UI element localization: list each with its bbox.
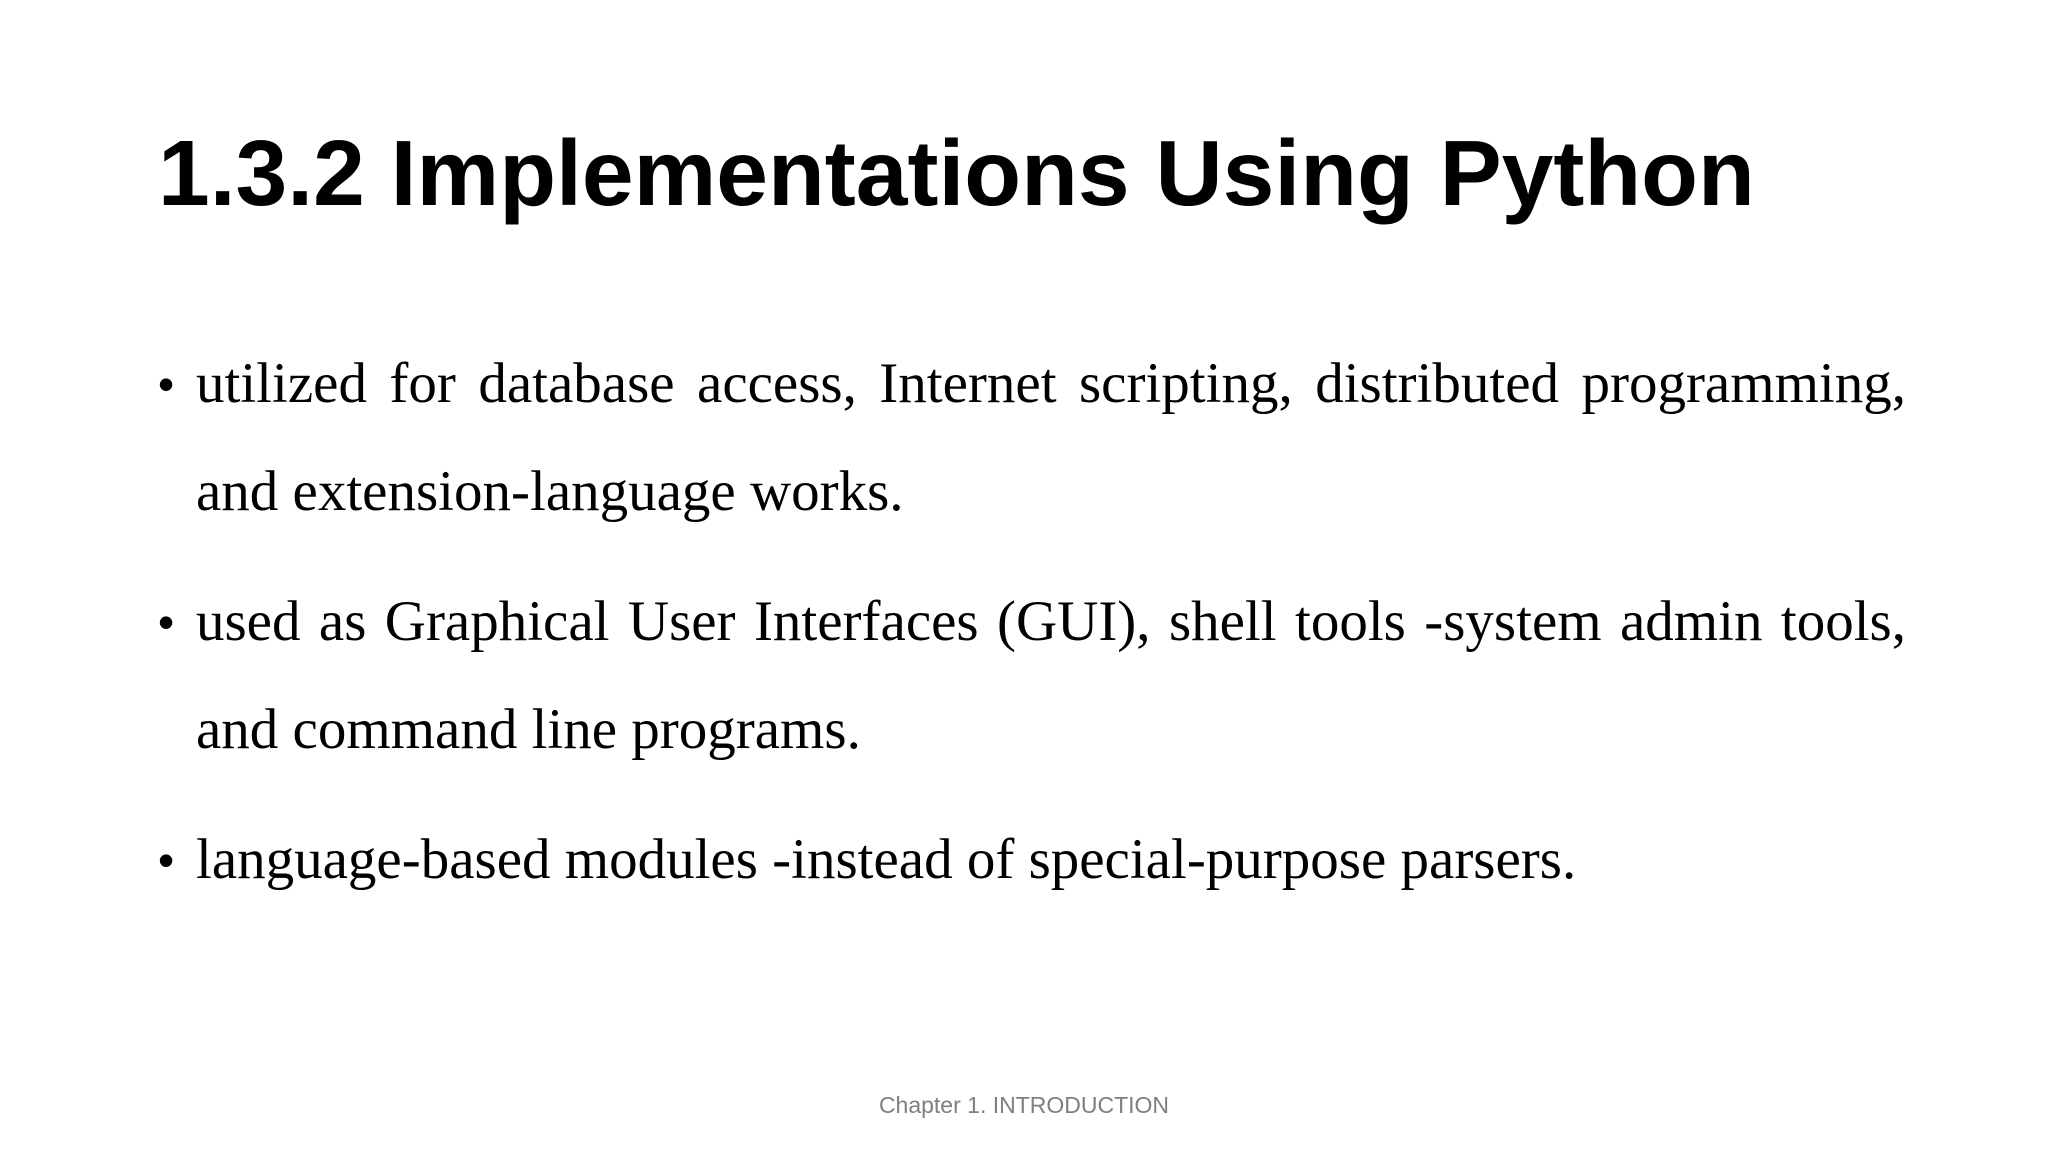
bullet-item bbox=[158, 806, 1906, 914]
bullet-point-icon: • bbox=[158, 596, 175, 648]
bullet-item bbox=[158, 330, 1906, 546]
bullet-item bbox=[158, 568, 1906, 784]
bullet-text: utilized for database access, Internet scripting, distributed programming, and extension-language works. bbox=[196, 352, 1906, 523]
slide-title: 1.3.2 Implementations Using Python bbox=[158, 121, 1755, 225]
bullet-text: used as Graphical User Interfaces (GUI), shell tools -system admin tools, and command line programs. bbox=[196, 590, 1906, 761]
bullet-list bbox=[158, 330, 1906, 936]
bullet-point-icon: • bbox=[158, 834, 175, 886]
slide-footer: Chapter 1. INTRODUCTION bbox=[878, 1092, 1170, 1118]
bullet-text: language-based modules -instead of special-purpose parsers. bbox=[196, 828, 1577, 891]
bullet-point-icon: • bbox=[158, 358, 175, 410]
